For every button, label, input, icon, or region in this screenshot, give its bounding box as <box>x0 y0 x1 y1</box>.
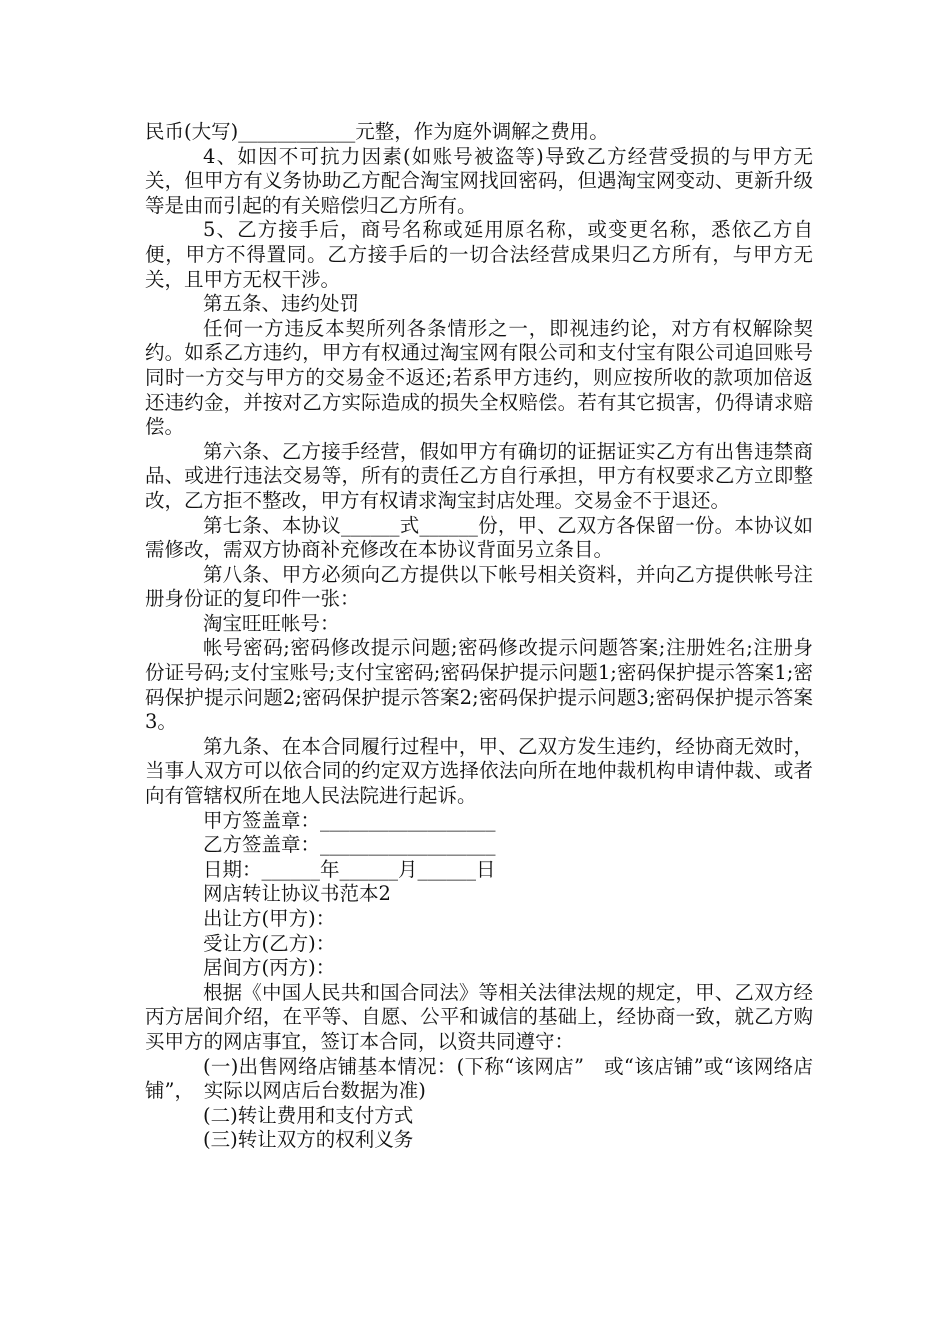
paragraph-wangwang-account: 淘宝旺旺帐号： <box>203 611 340 635</box>
paragraph-article-9: 第九条、在本合同履行过程中，甲、乙双方发生违约，经协商无效时，当事人双方可以依合同的约定双方选择依法向所在地仲裁机构申请仲裁、或者向有管辖权所在地人民法院进行起诉。 <box>145 734 813 808</box>
heading-article-5: 第五条、违约处罚 <box>203 292 360 316</box>
intermediary-party-c: 居间方(丙方)： <box>203 956 336 980</box>
paragraph-fee-amount: 民币(大写)____________元整，作为庭外调解之费用。 <box>145 120 609 143</box>
paragraph-article-6: 第六条、乙方接手经营，假如甲方有确切的证据证实乙方有出售违禁商品、或进行违法交易等，所有的责任乙方自行承担，甲方有权要求乙方立即整改，乙方拒不整改，甲方有权请求淘宝封店处理。交易金不于退还。 <box>145 439 813 512</box>
paragraph-force-majeure: 4、如因不可抗力因素(如账号被盗等)导致乙方经营受损的与甲方无关，但甲方有义务协助乙方配合淘宝网找回密码，但遇淘宝网变动、更新升级等是由而引起的有关赔偿归乙方所有。 <box>145 144 813 217</box>
template-2-title: 网店转让协议书范本2 <box>203 882 391 906</box>
signature-party-a: 甲方签盖章：__________________ <box>203 808 496 832</box>
transferor-party-a: 出让方(甲方)： <box>203 907 336 930</box>
paragraph-contract-basis: 根据《中国人民共和国合同法》等相关法律法规的规定，甲、乙双方经丙方居间介绍，在平等、自愿、公平和诚信的基础上，经协商一致，就乙方购买甲方的网店事宜，签订本合同，以资共同遵守： <box>145 980 813 1053</box>
paragraph-breach-penalty: 任何一方违反本契所列各条情形之一，即视违约论，对方有权解除契约。如系乙方违约，甲方有权通过淘宝网有限公司和支付宝有限公司追回账号同时一方交与甲方的交易金不返还;若系甲方违约，则应按所收的款项加倍返还违约金，并按对乙方实际造成的损失全权赔偿。若有其它损害，仍得请求赔偿。 <box>145 316 813 439</box>
signature-party-b: 乙方签盖章：__________________ <box>203 833 496 857</box>
section-1-shop-info: (一)出售网络店铺基本情况：(下称“该网店” 或“该店铺”或“该网络店铺”， 实际以网店后台数据为准) <box>145 1054 813 1103</box>
paragraph-article-7: 第七条、本协议______式______份，甲、乙双方各保留一份。本协议如需修改，需双方协商补充修改在本协议背面另立条目。 <box>145 513 813 562</box>
section-3-rights: (三)转让双方的权利义务 <box>203 1128 414 1152</box>
paragraph-article-8: 第八条、甲方必须向乙方提供以下帐号相关资料，并向乙方提供帐号注册身份证的复印件一张： <box>145 562 813 611</box>
signature-date: 日期：______年______月______日 <box>203 857 496 881</box>
paragraph-shop-name: 5、乙方接手后，商号名称或延用原名称，或变更名称，悉依乙方自便，甲方不得置同。乙方接手后的一切合法经营成果归乙方所有，与甲方无关，且甲方无权干涉。 <box>145 218 813 291</box>
paragraph-account-details: 帐号密码;密码修改提示问题;密码修改提示问题答案;注册姓名;注册身份证号码;支付宝账号;支付宝密码;密码保护提示问题1;密码保护提示答案1;密码保护提示问题2;密码保护提示答案2;密码保护提示问题3;密码保护提示答案3。 <box>145 636 813 734</box>
transferee-party-b: 受让方(乙方)： <box>203 931 336 955</box>
document-page <box>145 120 813 1153</box>
section-2-fees: (二)转让费用和支付方式 <box>203 1103 414 1127</box>
